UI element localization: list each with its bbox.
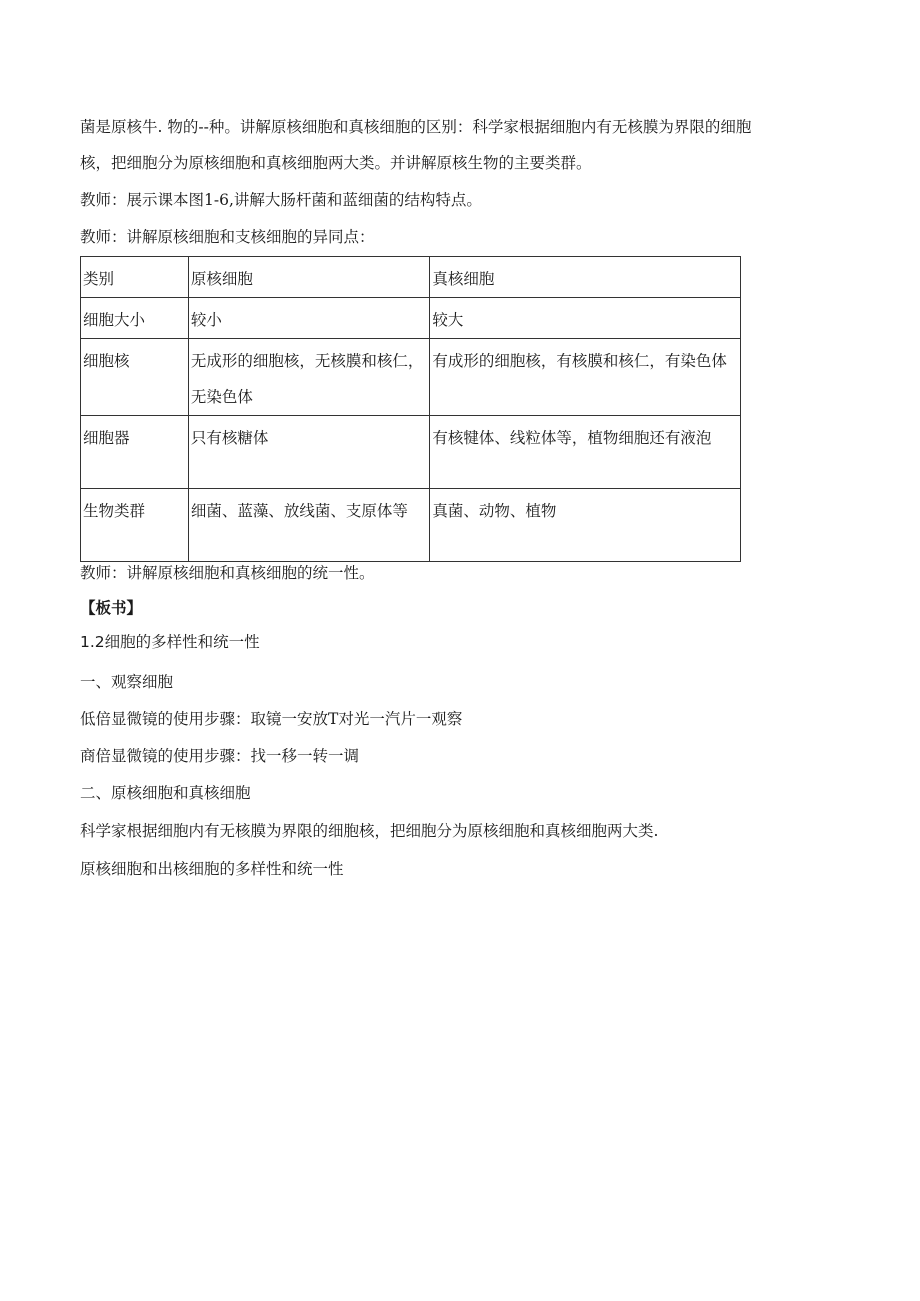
intro-text-line2: 核，把细胞分为原核细胞和真核细胞两大类。并讲解原核生物的主要类群。	[80, 154, 592, 172]
table-header-cell: 真核细胞	[430, 257, 741, 298]
low-power-steps: 低倍显微镜的使用步骤：取镜一安放T对光一汽片一观察	[80, 710, 463, 728]
scientist-classification: 科学家根据细胞内有无核膜为界限的细胞核，把细胞分为原核细胞和真核细胞两大类.	[80, 822, 659, 840]
board-title: 【板书】	[80, 598, 143, 617]
table-cell: 有核犍体、线粒体等，植物细胞还有液泡	[430, 416, 741, 489]
table-cell: 细胞大小	[81, 298, 189, 339]
table-header-cell: 原核细胞	[188, 257, 429, 298]
table-header-cell: 类别	[81, 257, 189, 298]
teacher-show-figure: 教师：展示课本图1-6,讲解大肠杆菌和蓝细菌的结构特点。	[80, 191, 482, 209]
section-title: 1.2细胞的多样性和统一性	[80, 633, 260, 651]
intro-text-line1: 菌是原核牛. 物的--种。讲解原核细胞和真核细胞的区别：科学家根据细胞内有无核膜为界限的细胞	[80, 118, 752, 136]
table-cell: 生物类群	[81, 489, 189, 562]
table-cell: 细菌、蓝藻、放线菌、支原体等	[188, 489, 429, 562]
table-row	[81, 489, 741, 562]
heading-prokaryote-eukaryote: 二、原核细胞和真核细胞	[80, 784, 251, 802]
table-cell: 只有核糖体	[188, 416, 429, 489]
table-row	[81, 339, 741, 416]
table-row	[81, 416, 741, 489]
table-row	[81, 298, 741, 339]
table-cell: 较小	[188, 298, 429, 339]
table-cell: 细胞器	[81, 416, 189, 489]
table-header-row	[81, 257, 741, 298]
table-cell: 无成形的细胞核，无核膜和核仁，无染色体	[188, 339, 429, 416]
table-cell: 真菌、动物、植物	[430, 489, 741, 562]
table-cell: 较大	[430, 298, 741, 339]
diversity-unity-line: 原核细胞和出核细胞的多样性和统一性	[80, 860, 344, 878]
table-cell: 细胞核	[81, 339, 189, 416]
teacher-compare: 教师：讲解原核细胞和支核细胞的异同点：	[80, 228, 375, 246]
comparison-table	[80, 256, 741, 562]
table-cell: 有成形的细胞核，有核膜和核仁，有染色体	[430, 339, 741, 416]
high-power-steps: 商倍显微镜的使用步骤：找一移一转一调	[80, 747, 360, 765]
heading-observe-cells: 一、观察细胞	[80, 673, 174, 691]
teacher-unity: 教师：讲解原核细胞和真核细胞的统一性。	[80, 564, 375, 582]
